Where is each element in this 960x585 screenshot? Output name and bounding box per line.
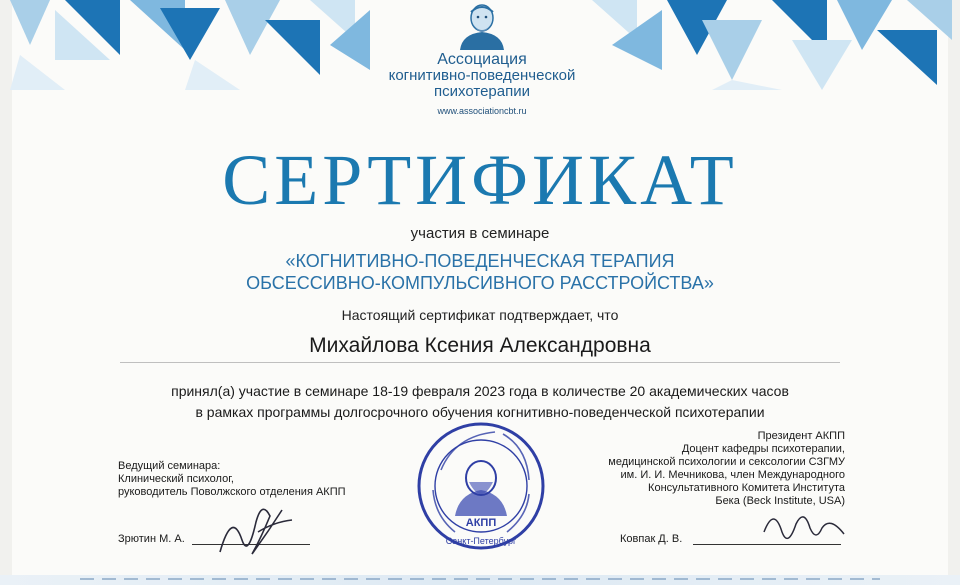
president-line6: Бека (Beck Institute, USA) [715, 495, 845, 507]
president-line2: Доцент кафедры психотерапии, [681, 443, 845, 455]
seminar-title-line1: «КОГНИТИВНО-ПОВЕДЕНЧЕСКАЯ ТЕРАПИЯ [285, 251, 675, 271]
president-line4: им. И. И. Мечникова, член Международного [620, 469, 845, 481]
decorative-triangles-left [10, 0, 370, 90]
stamp-center-text: АКПП [465, 517, 497, 529]
president-line5: Консультативного Комитета Института [648, 482, 845, 494]
stamp-city-text: Санкт-Петербург [445, 536, 517, 546]
association-name-line1: Ассоциация [437, 51, 527, 68]
president-line3: медицинской психологии и сексологии СЗГМУ [608, 456, 845, 468]
certificate-subtitle: участия в семинаре [410, 225, 550, 242]
seminar-title-line2: ОБСЕССИВНО-КОМПУЛЬСИВНОГО РАССТРОЙСТВА» [246, 273, 714, 293]
leader-role: Ведущий семинара: [118, 460, 221, 472]
participation-details [0, 381, 960, 423]
president-block [560, 430, 845, 508]
association-name-line2: когнитивно-поведенческой [388, 67, 576, 84]
confirmation-text: Настоящий сертификат подтверждает, что [341, 307, 619, 323]
leader-position: руководитель Поволжского отделения АКПП [118, 486, 346, 498]
footer-fine-print-strip [80, 578, 880, 580]
president-name: Ковпак Д. В. [620, 533, 683, 545]
decorative-triangles-right [592, 0, 952, 90]
association-name-line3: психотерапии [434, 83, 530, 100]
footer-bar [0, 575, 960, 585]
president-title: Президент АКПП [757, 430, 845, 442]
seminar-title [0, 250, 960, 294]
president-signature-icon [760, 498, 850, 553]
recipient-name: Михайлова Ксения Александровна [309, 334, 651, 357]
certificate-title: СЕРТИФИКАТ [222, 140, 738, 220]
association-website: www.associationcbt.ru [437, 106, 527, 116]
details-line2: в рамках программы долгосрочного обучения когнитивно-поведенческой психотерапии [195, 404, 765, 420]
association-logo [372, 0, 592, 116]
details-line1: принял(а) участие в семинаре 18-19 февраля 2023 года в количестве 20 академических часов [171, 383, 789, 399]
leader-signature-icon [212, 492, 302, 570]
association-stamp-icon [415, 420, 547, 552]
leader-profession: Клинический психолог, [118, 473, 234, 485]
recipient-underline [120, 362, 840, 363]
leader-name: Зрютин М. А. [118, 533, 185, 545]
founder-portrait-icon [452, 0, 512, 50]
